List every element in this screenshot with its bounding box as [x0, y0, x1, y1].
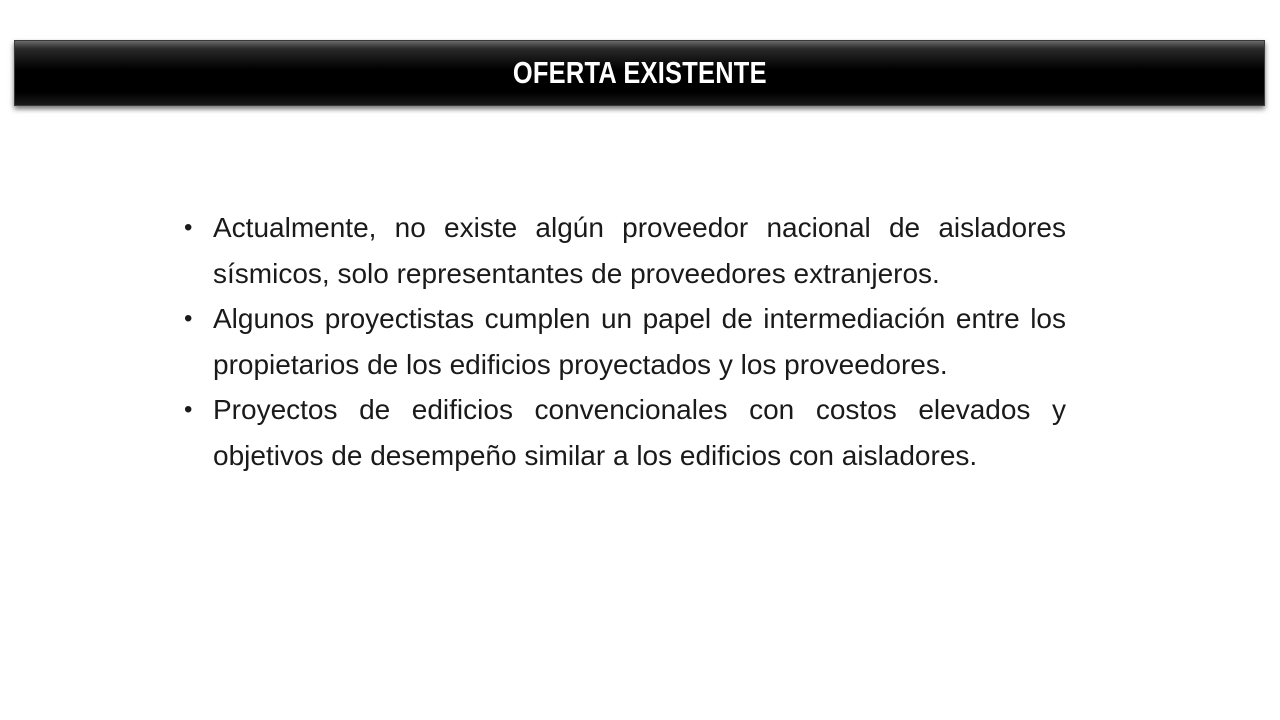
title-bar [14, 40, 1265, 106]
bullet-item [180, 205, 1066, 296]
bullet-item [180, 296, 1066, 387]
bullet-text: Algunos proyectistas cumplen un papel de intermediación entre los propietarios de los edificios proyectados y los proveedores. [213, 303, 1066, 380]
bullet-text: Proyectos de edificios convencionales con costos elevados y objetivos de desempeño similar a los edificios con aisladores. [213, 394, 1066, 471]
bullet-icon: • [184, 305, 193, 332]
bullet-item [180, 387, 1066, 478]
bullet-icon: • [184, 214, 193, 241]
bullet-icon: • [184, 396, 193, 423]
bullet-text: Actualmente, no existe algún proveedor nacional de aisladores sísmicos, solo representantes de proveedores extranjeros. [213, 212, 1066, 289]
slide-title: OFERTA EXISTENTE [512, 55, 767, 90]
content-area [180, 205, 1066, 478]
bullet-list [180, 205, 1066, 478]
